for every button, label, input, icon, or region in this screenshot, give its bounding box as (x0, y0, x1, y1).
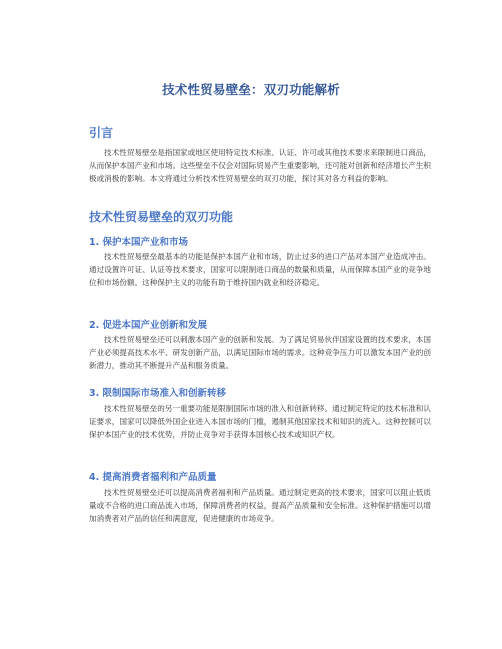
subsection-1-paragraph: 技术性贸易壁垒最基本的功能是保护本国产业和市场，防止过多的进口产品对本国产业造成冲击。通过设置许可证、认证等技术要求，国家可以限制进口商品的数量和质量，从而保障本国产业的竞争地位和市场份额。这种保护主义的功能有助于维持国内就业和经济稳定。 (89, 252, 431, 287)
intro-paragraph: 技术性贸易壁垒是指国家或地区使用特定技术标准、认证、许可或其他技术要求来限制进口商品，从而保护本国产业和市场。这些壁垒不仅会对国际贸易产生重要影响，还可能对创新和经济增长产生积极或消极的影响。本文将通过分析技术性贸易壁垒的双刃功能，探讨其对各方利益的影响。 (89, 148, 431, 183)
main-section-heading: 技术性贸易壁垒的双刃功能 (89, 210, 234, 224)
subsection-2-heading: 2. 促进本国产业创新和发展 (89, 320, 208, 331)
subsection-3-paragraph: 技术性贸易壁垒的另一重要功能是限制国际市场的准入和创新转移。通过制定特定的技术标准和认证要求，国家可以降低外国企业进入本国市场的门槛，遏制其他国家技术和知识的流入。这种控制可以保护本国产业的技术优势，并防止竞争对手获得本国核心技术或知识产权。 (89, 404, 431, 439)
document-title: 技术性贸易壁垒：双刃功能解析 (162, 82, 340, 97)
subsection-4-heading: 4. 提高消费者福利和产品质量 (89, 472, 217, 483)
subsection-1-heading: 1. 保护本国产业和市场 (89, 237, 189, 248)
subsection-3-heading: 3. 限制国际市场准入和创新转移 (89, 388, 227, 399)
intro-heading: 引言 (89, 126, 114, 140)
subsection-4-paragraph: 技术性贸易壁垒还可以提高消费者福利和产品质量。通过制定更高的技术要求，国家可以阻止低质量或不合格的进口商品流入市场，保障消费者的权益，提高产品质量和安全标准。这种保护措施可以增加消费者对产品的信任和满意度，促进健康的市场竞争。 (89, 488, 431, 523)
subsection-2-paragraph: 技术性贸易壁垒还可以刺激本国产业的创新和发展。为了满足贸易伙伴国家设置的技术要求，本国产业必须提高技术水平、研发创新产品，以满足国际市场的需求。这种竞争压力可以激发本国产业的创新潜力，推动其不断提升产品和服务质量。 (89, 335, 431, 370)
